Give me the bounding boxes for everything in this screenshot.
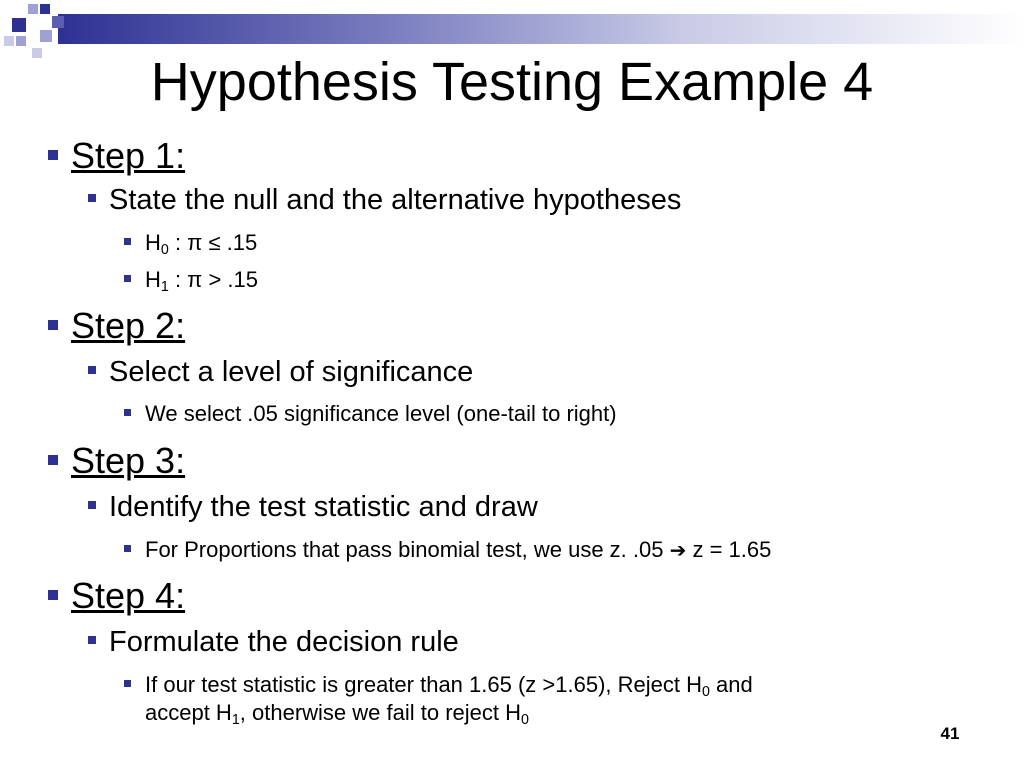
step-3-heading bbox=[48, 441, 185, 481]
step-4-subtext: Formulate the decision rule bbox=[109, 626, 459, 658]
step-3-detail-text: For Proportions that pass binomial test, we use z. .05 ➔ z = 1.65 bbox=[145, 537, 772, 562]
square-bullet-icon bbox=[48, 320, 58, 330]
step-3-label: Step 3: bbox=[71, 440, 186, 481]
step-3-detail bbox=[124, 536, 771, 565]
step-4-heading bbox=[48, 576, 185, 616]
step-3-subpoint bbox=[88, 490, 538, 524]
square-bullet-icon bbox=[88, 194, 96, 202]
step-2-heading bbox=[48, 306, 185, 346]
square-bullet-icon bbox=[48, 150, 58, 160]
step-1-label: Step 1: bbox=[71, 135, 186, 176]
square-bullet-icon bbox=[124, 238, 131, 245]
step-3-subtext: Identify the test statistic and draw bbox=[109, 491, 538, 523]
slide-title: Hypothesis Testing Example 4 bbox=[150, 52, 874, 112]
step-4-subpoint bbox=[88, 625, 459, 659]
step-2-detail-text: We select .05 significance level (one-tail to right) bbox=[145, 401, 617, 426]
square-bullet-icon bbox=[124, 409, 131, 416]
step-1-subpoint bbox=[88, 183, 681, 217]
square-bullet-icon bbox=[88, 366, 96, 374]
step-1-detail-h1 bbox=[124, 266, 258, 294]
square-bullet-icon bbox=[48, 455, 58, 465]
step-2-subpoint bbox=[88, 355, 473, 389]
step-2-detail bbox=[124, 400, 617, 428]
step-2-label: Step 2: bbox=[71, 305, 186, 346]
alternative-hypothesis: $H_1$ : π > .15 bbox=[145, 267, 259, 295]
step-1-subtext: State the null and the alternative hypotheses bbox=[109, 184, 682, 216]
step-4-detail bbox=[124, 671, 753, 727]
step-4-detail-text: If our test statistic is greater than 1.65 (z >1.65), Reject $H_0$ and accept $H_1$, otherwise we fail to reject $H_0$ bbox=[145, 672, 753, 728]
null-hypothesis: $H_0$ : π ≤ .15 bbox=[145, 230, 258, 258]
square-bullet-icon bbox=[88, 636, 96, 644]
step-1-heading bbox=[48, 136, 185, 176]
square-bullet-icon bbox=[124, 275, 131, 282]
step-1-detail-h0 bbox=[124, 229, 257, 257]
square-bullet-icon bbox=[88, 501, 96, 509]
square-bullet-icon bbox=[48, 590, 58, 600]
right-arrow-icon: ➔ bbox=[669, 540, 687, 562]
page-number: 41 bbox=[940, 724, 960, 743]
square-bullet-icon bbox=[124, 680, 131, 687]
step-2-subtext: Select a level of significance bbox=[109, 356, 474, 388]
step-4-label: Step 4: bbox=[71, 575, 186, 616]
square-bullet-icon bbox=[124, 545, 131, 552]
